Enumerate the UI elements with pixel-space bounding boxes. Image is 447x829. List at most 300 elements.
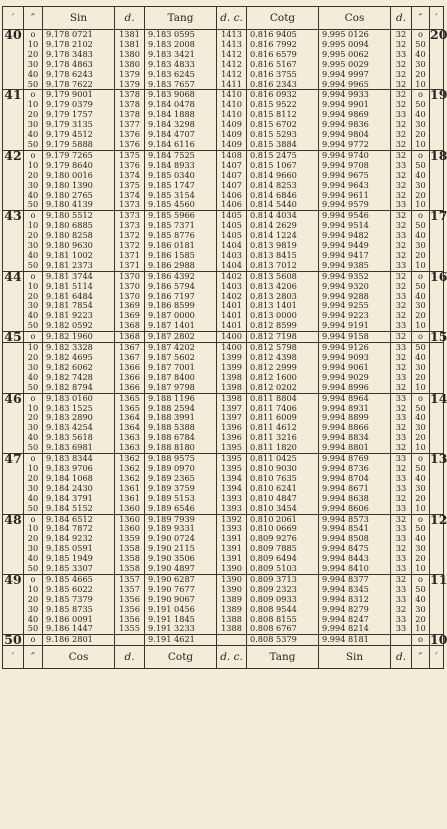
sin-cell: 9.182 7428 — [43, 373, 115, 383]
table-footer — [3, 646, 444, 669]
degree-cell — [3, 120, 24, 130]
sin-cell: 9.178 6243 — [43, 70, 115, 80]
seconds-cell: o — [24, 271, 43, 281]
tan-diff-cell: 1393 — [217, 494, 247, 504]
degree-cell: 46 — [4, 390, 22, 406]
cot-cell: 0.816 2343 — [247, 80, 319, 90]
tan-diff-cell: 1410 — [217, 90, 247, 100]
right-seconds-cell: 20 — [412, 251, 430, 261]
cos-cell: 9.994 9804 — [319, 130, 391, 140]
cot-cell: 0.811 3216 — [247, 433, 319, 443]
sin-diff-cell: 1370 — [115, 271, 145, 281]
seconds-cell: 20 — [24, 50, 43, 60]
tan-diff-cell: 1406 — [217, 191, 247, 201]
cos-diff-cell: 32 — [391, 251, 412, 261]
seconds-cell: 20 — [24, 595, 43, 605]
sin-diff-cell: 1364 — [115, 423, 145, 433]
cos-diff-cell: 33 — [391, 321, 412, 331]
cos-diff-cell: 33 — [391, 50, 412, 60]
cos-diff-cell: 33 — [391, 484, 412, 494]
cos-cell: 9.994 8964 — [319, 393, 391, 403]
right-degree-cell: 11 — [430, 571, 447, 587]
cos-diff-cell: 33 — [391, 433, 412, 443]
table-row — [3, 80, 444, 90]
cot-cell: 0.808 8155 — [247, 615, 319, 625]
tan-diff-cell: 1396 — [217, 423, 247, 433]
cos-diff-cell: 33 — [391, 413, 412, 423]
cos-diff-cell: 32 — [391, 353, 412, 363]
cos-diff-cell: 33 — [391, 110, 412, 120]
right-seconds-cell: 20 — [412, 615, 430, 625]
degree-cell — [3, 595, 24, 605]
cos-diff-cell: 32 — [391, 181, 412, 191]
degree-cell — [3, 191, 24, 201]
right-seconds-cell: 40 — [412, 534, 430, 544]
seconds-cell: 40 — [24, 615, 43, 625]
sin-diff-cell: 1375 — [115, 150, 145, 160]
tan-diff-cell: 1407 — [217, 181, 247, 191]
cos-cell: 9.995 0094 — [319, 40, 391, 50]
cos-cell: 9.994 9675 — [319, 171, 391, 181]
right-seconds-cell: 10 — [412, 80, 430, 90]
cos-diff-cell: 32 — [391, 140, 412, 150]
column-header: d. — [115, 7, 145, 30]
cos-diff-cell: 32 — [391, 544, 412, 554]
degree-cell: 50 — [4, 632, 22, 648]
sin-diff-cell: 1365 — [115, 393, 145, 403]
sin-cell: 9.178 4863 — [43, 60, 115, 70]
right-seconds-cell: 50 — [412, 524, 430, 534]
cos-diff-cell: 32 — [391, 494, 412, 504]
sin-diff-cell: 1371 — [115, 261, 145, 271]
column-header: d. — [391, 7, 412, 30]
cos-cell: 9.994 9449 — [319, 241, 391, 251]
cos-cell: 9.994 8214 — [319, 624, 391, 634]
right-degree-cell — [430, 50, 444, 60]
table-row — [3, 504, 444, 514]
right-degree-cell: 17 — [430, 208, 447, 224]
tan-diff-cell: 1399 — [217, 363, 247, 373]
tan-diff-cell: 1405 — [217, 211, 247, 221]
right-seconds-cell: 30 — [412, 60, 430, 70]
sin-cell: 9.185 4665 — [43, 574, 115, 584]
tan-cell: 9.183 3421 — [145, 50, 217, 60]
right-degree-cell — [430, 110, 444, 120]
tan-diff-cell: 1388 — [217, 615, 247, 625]
sin-diff-cell: 1372 — [115, 241, 145, 251]
cos-cell: 9.994 9933 — [319, 90, 391, 100]
column-header: Cos — [319, 7, 391, 30]
sin-diff-cell: 1361 — [115, 494, 145, 504]
cos-diff-cell: 32 — [391, 514, 412, 524]
tan-cell: 9.187 4202 — [145, 343, 217, 353]
degree-cell — [3, 292, 24, 302]
sin-diff-cell: 1373 — [115, 211, 145, 221]
cot-cell: 0.814 4034 — [247, 211, 319, 221]
seconds-cell: 40 — [24, 494, 43, 504]
cos-diff-cell: 32 — [391, 241, 412, 251]
seconds-cell: 40 — [24, 554, 43, 564]
degree-cell — [3, 363, 24, 373]
tan-cell: 9.184 0478 — [145, 100, 217, 110]
right-degree-cell: 13 — [430, 451, 447, 467]
right-seconds-cell: 50 — [412, 100, 430, 110]
column-footer: Cotg — [145, 646, 217, 669]
cos-cell: 9.994 8312 — [319, 595, 391, 605]
right-seconds-cell: 20 — [412, 311, 430, 321]
cot-cell: 0.814 6846 — [247, 191, 319, 201]
right-seconds-cell: 30 — [412, 484, 430, 494]
cos-cell: 9.994 9417 — [319, 251, 391, 261]
sin-cell: 9.183 6981 — [43, 443, 115, 453]
sin-diff-cell: 1371 — [115, 251, 145, 261]
cot-cell: 0.809 5103 — [247, 564, 319, 574]
right-seconds-cell: 50 — [412, 404, 430, 414]
tan-cell: 9.187 7001 — [145, 363, 217, 373]
seconds-cell: 50 — [24, 564, 43, 574]
seconds-cell: o — [24, 393, 43, 403]
degree-cell — [3, 50, 24, 60]
right-seconds-cell: 40 — [412, 110, 430, 120]
sin-cell: 9.183 8344 — [43, 454, 115, 464]
right-seconds-cell: o — [412, 514, 430, 524]
tan-diff-cell: 1402 — [217, 271, 247, 281]
tan-cell: 9.187 1401 — [145, 321, 217, 331]
cos-cell: 9.994 9385 — [319, 261, 391, 271]
sin-cell: 9.179 8640 — [43, 161, 115, 171]
sin-cell: 9.179 1757 — [43, 110, 115, 120]
cos-diff-cell: 32 — [391, 383, 412, 393]
degree-cell — [3, 413, 24, 423]
degree-cell: 47 — [4, 451, 22, 467]
degree-cell — [3, 353, 24, 363]
sin-cell: 9.180 4139 — [43, 200, 115, 210]
seconds-cell: 30 — [24, 60, 43, 70]
right-seconds-cell: 10 — [412, 200, 430, 210]
tan-cell: 9.188 3991 — [145, 413, 217, 423]
cot-cell: 0.813 1401 — [247, 301, 319, 311]
sin-diff-cell: 1358 — [115, 544, 145, 554]
tan-diff-cell: 1411 — [217, 80, 247, 90]
seconds-cell: 40 — [24, 130, 43, 140]
tan-diff-cell: 1393 — [217, 504, 247, 514]
sin-cell: 9.181 2373 — [43, 261, 115, 271]
sin-cell: 9.185 6022 — [43, 585, 115, 595]
cot-cell: 0.811 6009 — [247, 413, 319, 423]
tan-cell: 9.188 1196 — [145, 393, 217, 403]
degree-cell — [3, 301, 24, 311]
cos-cell: 9.994 8866 — [319, 423, 391, 433]
degree-cell — [3, 231, 24, 241]
sin-cell: 9.183 9706 — [43, 464, 115, 474]
tan-cell: 9.190 7677 — [145, 585, 217, 595]
right-seconds-cell: 50 — [412, 40, 430, 50]
cos-diff-cell: 32 — [391, 404, 412, 414]
column-header: d. c. — [217, 7, 247, 30]
cos-diff-cell: 33 — [391, 161, 412, 171]
tan-diff-cell: 1409 — [217, 120, 247, 130]
table-row — [3, 393, 444, 403]
right-seconds-cell: 40 — [412, 413, 430, 423]
tan-diff-cell: 1413 — [217, 40, 247, 50]
degree-cell — [3, 433, 24, 443]
tan-cell: 9.186 7197 — [145, 292, 217, 302]
cos-diff-cell: 33 — [391, 534, 412, 544]
right-seconds-cell: 40 — [412, 353, 430, 363]
tan-diff-cell: 1391 — [217, 554, 247, 564]
right-degree-cell — [430, 423, 444, 433]
column-footer: ′ — [3, 646, 24, 669]
seconds-cell: o — [24, 30, 43, 40]
cos-cell: 9.994 8638 — [319, 494, 391, 504]
cot-cell: 0.810 7635 — [247, 474, 319, 484]
cot-cell: 0.809 6494 — [247, 554, 319, 564]
sin-diff-cell: 1365 — [115, 404, 145, 414]
tan-cell: 9.186 8599 — [145, 301, 217, 311]
degree-cell: 40 — [4, 27, 22, 42]
tan-cell: 9.191 0456 — [145, 605, 217, 615]
tan-cell: 9.189 6546 — [145, 504, 217, 514]
seconds-cell: 30 — [24, 241, 43, 251]
table-body — [3, 27, 447, 648]
seconds-cell: 30 — [24, 484, 43, 494]
seconds-cell: 40 — [24, 433, 43, 443]
seconds-cell: 30 — [24, 120, 43, 130]
right-degree-cell — [430, 311, 444, 321]
right-degree-cell — [430, 484, 444, 494]
sin-cell: 9.182 1960 — [43, 332, 115, 343]
right-degree-cell — [430, 433, 444, 443]
sin-diff-cell: 1360 — [115, 524, 145, 534]
tan-diff-cell — [217, 635, 247, 646]
cos-diff-cell: 33 — [391, 624, 412, 634]
sin-diff-cell: 1355 — [115, 624, 145, 634]
cot-cell: 0.810 9030 — [247, 464, 319, 474]
column-footer: d. — [391, 646, 412, 669]
cos-diff-cell: 33 — [391, 373, 412, 383]
right-seconds-cell: 10 — [412, 443, 430, 453]
seconds-cell: o — [24, 514, 43, 524]
tan-diff-cell: 1390 — [217, 574, 247, 584]
cos-cell: 9.994 9061 — [319, 363, 391, 373]
right-degree-cell — [430, 292, 444, 302]
tan-diff-cell: 1407 — [217, 161, 247, 171]
sin-diff-cell: 1373 — [115, 200, 145, 210]
column-header: ′ — [3, 7, 24, 30]
tan-diff-cell: 1389 — [217, 595, 247, 605]
right-seconds-cell: o — [412, 574, 430, 584]
cos-diff-cell: 33 — [391, 554, 412, 564]
seconds-cell: o — [24, 635, 43, 646]
right-seconds-cell: 20 — [412, 130, 430, 140]
tan-cell: 9.186 5794 — [145, 282, 217, 292]
tan-cell: 9.189 5153 — [145, 494, 217, 504]
right-degree-cell — [430, 60, 444, 70]
tan-cell: 9.186 2988 — [145, 261, 217, 271]
cos-cell: 9.994 9579 — [319, 200, 391, 210]
cot-cell: 0.812 7198 — [247, 332, 319, 343]
cot-cell: 0.809 7885 — [247, 544, 319, 554]
right-seconds-cell: o — [412, 30, 430, 40]
sin-diff-cell: 1379 — [115, 70, 145, 80]
sin-diff-cell: 1370 — [115, 292, 145, 302]
degree-cell — [3, 311, 24, 321]
degree-cell — [3, 251, 24, 261]
tan-cell: 9.186 4392 — [145, 271, 217, 281]
right-degree-cell — [430, 554, 444, 564]
cot-cell: 0.813 2803 — [247, 292, 319, 302]
table-row — [3, 332, 444, 343]
table-row — [3, 624, 444, 634]
cos-cell: 9.994 9772 — [319, 140, 391, 150]
right-seconds-cell: 30 — [412, 301, 430, 311]
table-row — [3, 140, 444, 150]
sin-cell: 9.183 5618 — [43, 433, 115, 443]
column-footer: Tang — [247, 646, 319, 669]
tan-cell: 9.185 1747 — [145, 181, 217, 191]
right-seconds-cell: o — [412, 332, 430, 343]
right-degree-cell — [430, 605, 444, 615]
sin-diff-cell: 1361 — [115, 484, 145, 494]
tan-cell: 9.185 5966 — [145, 211, 217, 221]
cos-cell: 9.994 9320 — [319, 282, 391, 292]
tan-cell: 9.190 9067 — [145, 595, 217, 605]
cos-diff-cell: 33 — [391, 343, 412, 353]
cos-diff-cell: 32 — [391, 90, 412, 100]
sin-diff-cell: 1375 — [115, 181, 145, 191]
tan-cell: 9.187 5602 — [145, 353, 217, 363]
right-seconds-cell: 10 — [412, 564, 430, 574]
sin-cell: 9.179 9001 — [43, 90, 115, 100]
degree-cell — [3, 484, 24, 494]
tan-diff-cell: 1408 — [217, 150, 247, 160]
cos-cell: 9.994 9352 — [319, 271, 391, 281]
right-seconds-cell: 10 — [412, 261, 430, 271]
sin-cell: 9.180 8258 — [43, 231, 115, 241]
tan-cell: 9.186 1585 — [145, 251, 217, 261]
cos-cell: 9.994 8996 — [319, 383, 391, 393]
right-seconds-cell: 40 — [412, 474, 430, 484]
cot-cell: 0.815 9522 — [247, 100, 319, 110]
degree-cell: 42 — [4, 147, 22, 163]
sin-cell: 9.184 3791 — [43, 494, 115, 504]
tan-cell: 9.191 1845 — [145, 615, 217, 625]
cos-cell: 9.994 8769 — [319, 454, 391, 464]
cos-cell: 9.994 8247 — [319, 615, 391, 625]
right-seconds-cell: o — [412, 150, 430, 160]
sin-cell: 9.180 5512 — [43, 211, 115, 221]
right-degree-cell — [430, 615, 444, 625]
sin-cell: 9.185 3307 — [43, 564, 115, 574]
cos-cell: 9.994 8671 — [319, 484, 391, 494]
seconds-cell: 50 — [24, 80, 43, 90]
right-seconds-cell: 20 — [412, 433, 430, 443]
seconds-cell: o — [24, 150, 43, 160]
sin-diff-cell — [115, 635, 145, 646]
table-row — [3, 200, 444, 210]
seconds-cell: 50 — [24, 321, 43, 331]
cos-diff-cell: 32 — [391, 171, 412, 181]
right-seconds-cell: 30 — [412, 241, 430, 251]
seconds-cell: 30 — [24, 301, 43, 311]
sin-diff-cell: 1370 — [115, 282, 145, 292]
cos-diff-cell: 32 — [391, 332, 412, 343]
cot-cell: 0.814 8253 — [247, 181, 319, 191]
seconds-cell: 10 — [24, 524, 43, 534]
seconds-cell: 30 — [24, 363, 43, 373]
sin-diff-cell: 1360 — [115, 504, 145, 514]
right-degree-cell — [430, 413, 444, 423]
cot-cell: 0.816 6579 — [247, 50, 319, 60]
cos-diff-cell: 32 — [391, 271, 412, 281]
cos-cell: 9.994 8279 — [319, 605, 391, 615]
cos-diff-cell: 32 — [391, 311, 412, 321]
cot-cell: 0.813 0000 — [247, 311, 319, 321]
tan-cell: 9.183 9068 — [145, 90, 217, 100]
cot-cell: 0.814 2629 — [247, 221, 319, 231]
right-seconds-cell: 20 — [412, 191, 430, 201]
sin-diff-cell: 1380 — [115, 50, 145, 60]
sin-cell: 9.179 0379 — [43, 100, 115, 110]
sin-cell: 9.179 3135 — [43, 120, 115, 130]
cot-cell: 0.812 1600 — [247, 373, 319, 383]
tan-diff-cell: 1410 — [217, 100, 247, 110]
seconds-cell: 50 — [24, 624, 43, 634]
cos-cell: 9.995 0029 — [319, 60, 391, 70]
log-trig-table — [2, 6, 447, 669]
cot-cell: 0.813 9819 — [247, 241, 319, 251]
right-degree-cell — [430, 544, 444, 554]
seconds-cell: 40 — [24, 70, 43, 80]
sin-diff-cell: 1368 — [115, 321, 145, 331]
sin-diff-cell: 1367 — [115, 353, 145, 363]
tan-cell: 9.190 3506 — [145, 554, 217, 564]
cos-cell: 9.994 8475 — [319, 544, 391, 554]
right-seconds-cell: 40 — [412, 231, 430, 241]
tan-diff-cell: 1401 — [217, 311, 247, 321]
tan-diff-cell: 1399 — [217, 353, 247, 363]
tan-diff-cell: 1403 — [217, 251, 247, 261]
cos-cell: 9.994 9611 — [319, 191, 391, 201]
cos-diff-cell: 33 — [391, 564, 412, 574]
sin-diff-cell: 1374 — [115, 191, 145, 201]
right-seconds-cell: 20 — [412, 494, 430, 504]
sin-cell: 9.178 2102 — [43, 40, 115, 50]
degree-cell: 41 — [4, 87, 22, 103]
column-header: ′ — [430, 7, 444, 30]
sin-cell: 9.182 3328 — [43, 343, 115, 353]
cot-cell: 0.816 5167 — [247, 60, 319, 70]
cot-cell: 0.808 9544 — [247, 605, 319, 615]
tan-cell: 9.184 4707 — [145, 130, 217, 140]
degree-cell — [3, 60, 24, 70]
right-degree-cell: 16 — [430, 268, 447, 284]
right-degree-cell — [430, 595, 444, 605]
sin-cell: 9.179 7265 — [43, 150, 115, 160]
sin-cell: 9.178 0721 — [43, 30, 115, 40]
seconds-cell: 10 — [24, 161, 43, 171]
right-seconds-cell: 10 — [412, 504, 430, 514]
cos-diff-cell: 32 — [391, 211, 412, 221]
sin-diff-cell: 1372 — [115, 231, 145, 241]
right-seconds-cell: 30 — [412, 120, 430, 130]
sin-diff-cell: 1367 — [115, 343, 145, 353]
degree-cell — [3, 241, 24, 251]
right-seconds-cell: 50 — [412, 161, 430, 171]
cos-cell: 9.994 8181 — [319, 635, 391, 646]
sin-diff-cell: 1376 — [115, 140, 145, 150]
sin-cell: 9.181 5114 — [43, 282, 115, 292]
